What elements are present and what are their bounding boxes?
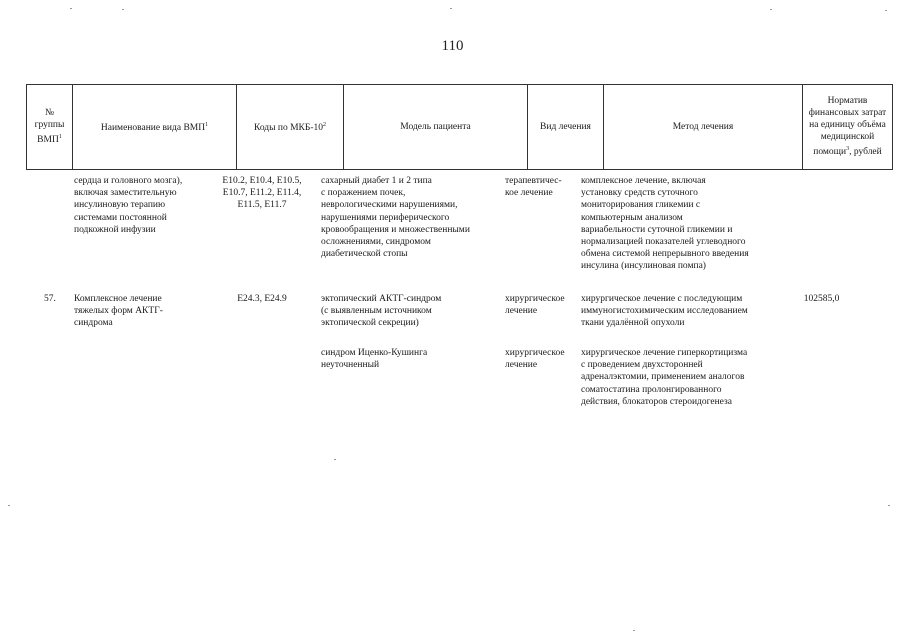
header-treatment-method: Метод лечения (603, 85, 802, 169)
row57-patient-model-1: эктопический АКТГ-синдром (с выявленным источником эктопической секреции) (321, 294, 442, 329)
row57-treatment-type-2: хирургическое лечение (505, 348, 565, 371)
scan-speck (885, 10, 887, 11)
header-icd-codes: Коды по МКБ-$10^2$ (236, 85, 343, 169)
row57-treatment-type-1: хирургическое лечение (505, 294, 565, 317)
header-treatment-type: Вид лечения (527, 85, 603, 169)
table-header (26, 84, 893, 170)
scan-speck (450, 8, 452, 9)
scan-speck (334, 459, 336, 460)
header-cost-norm: Норматив финансовых затрат на единицу объёма медицинской помощи$^3$, рублей (802, 85, 893, 169)
row57-name: Комплексное лечение тяжелых форм АКТГ- синдрома (74, 294, 163, 329)
cont-treatment-method: комплексное лечение, включая установку средств суточного мониторирования гликемии с компьютерным анализом вариабельности суточной гликемии и нормализацией показателей углеводного обмена системой непрерывного введения инсулина (инсулиновая помпа) (581, 176, 749, 272)
scan-speck (633, 630, 635, 631)
row57-cost: 102585,0 (803, 294, 840, 304)
scan-speck (70, 8, 72, 9)
scan-speck (770, 9, 772, 10)
page-number: 110 (441, 38, 464, 54)
scan-speck (122, 9, 124, 10)
cont-treatment-type: терапевтичес- кое лечение (505, 176, 562, 199)
row57-patient-model-2: синдром Иценко-Кушинга неуточненный (321, 348, 428, 371)
header-vmp-name: Наименование вида ВМП$^1$ (72, 85, 236, 169)
cont-name: сердца и головного мозга), включая заместительную инсулиновую терапию системами постоянной подкожной инфузии (74, 176, 183, 235)
cont-patient-model: сахарный диабет 1 и 2 типа с поражением почек, неврологическими нарушениями, нарушениями периферического кровообращения и множественными осложнениями, синдромом диабетической стопы (321, 176, 470, 260)
header-patient-model: Модель пациента (343, 85, 527, 169)
scan-speck (888, 505, 890, 506)
header-group-number: № группы ВМП$^1$ (26, 85, 72, 169)
row57-treatment-method-1: хирургическое лечение с последующим иммуногистохимическим исследованием ткани удалённой опухоли (581, 294, 748, 329)
cont-codes: E10.2, E10.4, E10.5, E10.7, E11.2, E11.4, E11.5, E11.7 (222, 176, 302, 211)
row57-codes: E24.3, E24.9 (237, 294, 287, 304)
row57-treatment-method-2: хирургическое лечение гиперкортицизма с проведением двухсторонней адреналэктомии, применением аналогов соматостатина пролонгированного действия, блокаторов стероидогенеза (581, 348, 748, 407)
row57-number: 57. (44, 294, 56, 304)
scan-speck (8, 505, 10, 506)
